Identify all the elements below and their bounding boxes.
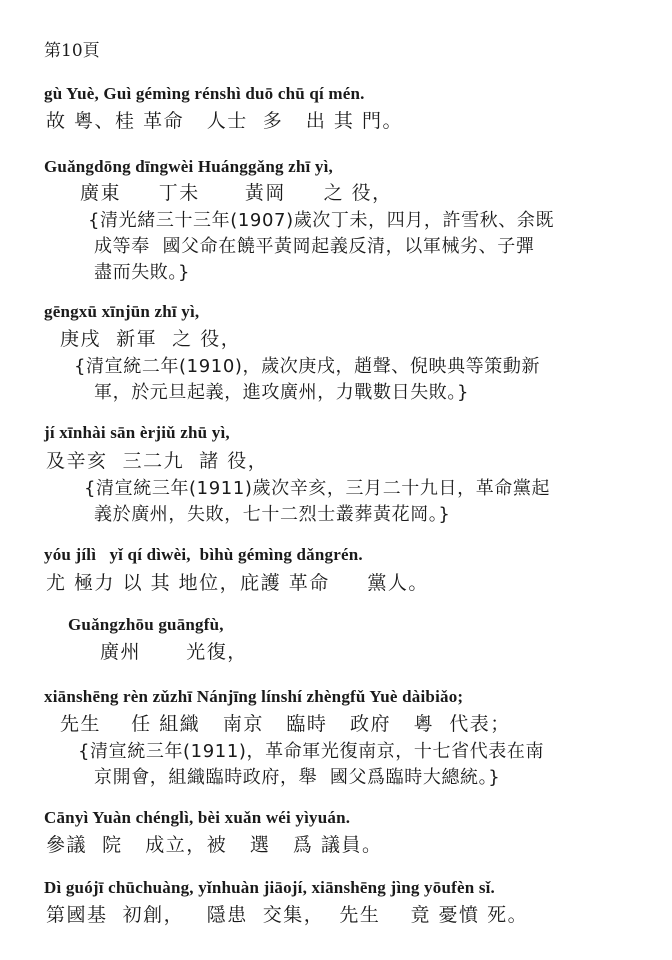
hanzi-line: 先生 任 組織 南京 臨時 政府 粵 代表； xyxy=(60,713,511,735)
pinyin-line: gù Yuè, Guì gémìng rénshì duō chū qí mén. xyxy=(44,84,365,103)
pinyin-line: gēngxū xīnjūn zhī yì, xyxy=(44,302,200,321)
pinyin-line: Guǎngzhōu guāngfù, xyxy=(68,615,224,634)
hanzi-line: 尤 極力 以 其 地位，庇護 革命 黨人。 xyxy=(46,572,429,594)
pinyin-line: jí xīnhài sān èrjiǔ zhū yì, xyxy=(44,423,230,442)
pinyin-line: yóu jílì yǐ qí dìwèi, bìhù gémìng dǎngrén. xyxy=(44,545,363,564)
hanzi-line: 參議 院 成立，被 選 爲 議員。 xyxy=(46,834,383,856)
hanzi-line: 廣州 光復， xyxy=(100,641,248,663)
annotation-line: {清宣統三年(1911)，革命軍光復南京，十七省代表在南 xyxy=(78,741,545,762)
pinyin-line: Guǎngdōng dīngwèi Huánggǎng zhī yì, xyxy=(44,157,334,176)
annotation-line: 軍，於元旦起義，進攻廣州，力戰數日失敗。} xyxy=(94,382,470,403)
pinyin-line: Dì guójī chūchuàng, yǐnhuàn jiāojí, xiānshēng jìng yōufèn sǐ. xyxy=(44,878,496,897)
annotation-line: {清宣統二年(1910)，歲次庚戌，趙聲、倪映典等策動新 xyxy=(74,356,541,377)
annotation-line: 盡而失敗。} xyxy=(94,262,191,283)
annotation-line: 義於廣州，失敗，七十二烈士叢葬黃花岡。} xyxy=(94,504,451,525)
pinyin-line: xiānshēng rèn zǔzhī Nánjīng línshí zhèngfǔ Yuè dàibiǎo; xyxy=(44,687,464,706)
annotation-line: 京開會，組織臨時政府，舉 國父爲臨時大總統。} xyxy=(94,767,501,788)
hanzi-line: 第國基 初創， 隱患 交集， 先生 竟 憂憤 死。 xyxy=(46,904,529,926)
annotation-line: {清宣統三年(1911)歲次辛亥，三月二十九日，革命黨起 xyxy=(84,478,551,499)
hanzi-line: 廣東 丁未 黃岡 之 役， xyxy=(80,182,393,204)
hanzi-line: 及辛亥 三二九 諸 役， xyxy=(46,450,269,472)
annotation-line: {清光緒三十三年(1907)歲次丁未，四月，許雪秋、余既 xyxy=(88,210,555,231)
pinyin-line: Cānyì Yuàn chénglì, bèi xuǎn wéi yìyuán. xyxy=(44,808,351,827)
annotation-line: 成等奉 國父命在饒平黃岡起義反清，以軍械劣、子彈 xyxy=(94,236,535,257)
page-number: 第10頁 xyxy=(44,41,100,61)
hanzi-line: 庚戌 新軍 之 役， xyxy=(60,328,242,350)
hanzi-line: 故 粵、桂 革命 人士 多 出 其 門。 xyxy=(46,110,403,132)
